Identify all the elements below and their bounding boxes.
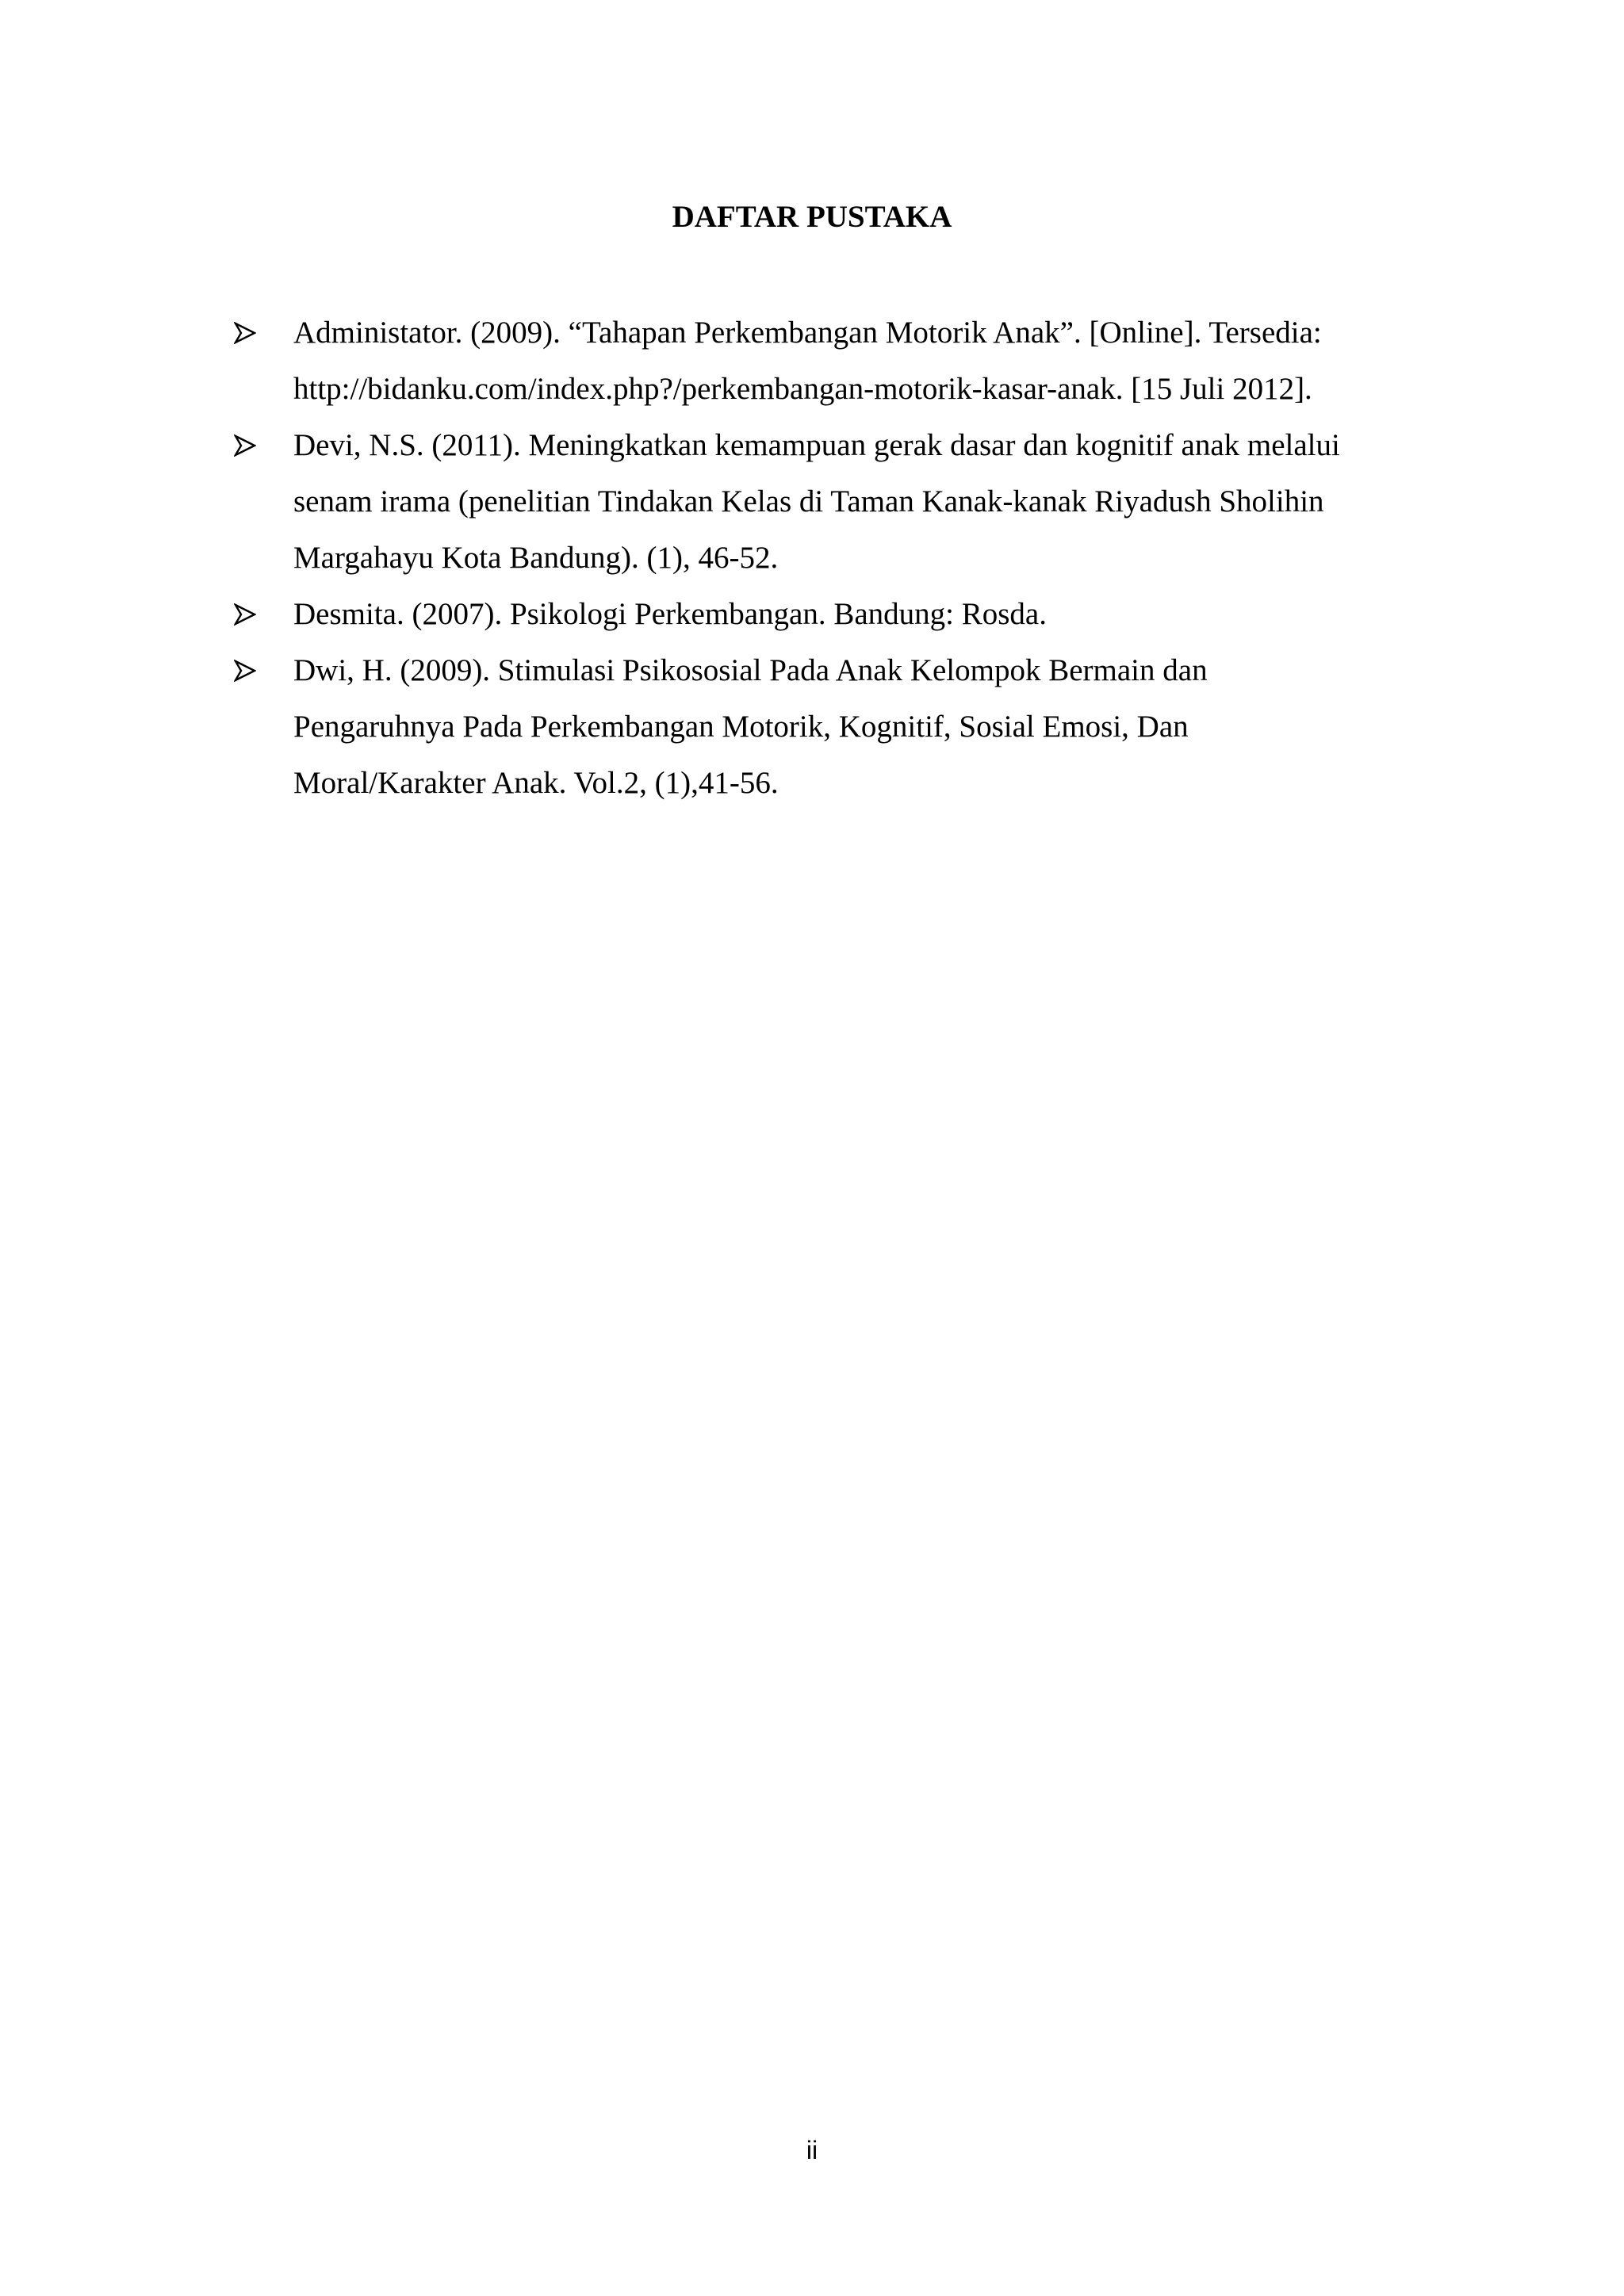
reference-line: Margahayu Kota Bandung). (1), 46-52. xyxy=(293,541,779,575)
reference-item xyxy=(234,642,1447,811)
reference-line: Pengaruhnya Pada Perkembangan Motorik, Kognitif, Sosial Emosi, Dan xyxy=(293,710,1189,744)
page-number: ii xyxy=(806,2136,818,2164)
reference-line: Devi, N.S. (2011). Meningkatkan kemampuan gerak dasar dan kognitif anak melalui xyxy=(293,428,1340,462)
reference-line: senam irama (penelitian Tindakan Kelas di Taman Kanak-kanak Riyadush Sholihin xyxy=(293,484,1324,519)
reference-line: Desmita. (2007). Psikologi Perkembangan. Bandung: Rosda. xyxy=(293,597,1047,631)
reference-item xyxy=(234,417,1447,586)
reference-line: http://bidanku.com/index.php?/perkembangan-motorik-kasar-anak. [15 Juli 2012]. xyxy=(293,372,1312,406)
arrowhead-bullet-icon xyxy=(234,434,256,457)
reference-list xyxy=(234,304,1447,811)
reference-line: Administator. (2009). “Tahapan Perkembangan Motorik Anak”. [Online]. Tersedia: xyxy=(293,316,1322,350)
reference-line: Moral/Karakter Anak. Vol.2, (1),41-56. xyxy=(293,766,779,800)
reference-item xyxy=(234,586,1447,642)
reference-item xyxy=(234,304,1447,417)
reference-line: Dwi, H. (2009). Stimulasi Psikososial Pada Anak Kelompok Bermain dan xyxy=(293,653,1208,687)
arrowhead-bullet-icon xyxy=(234,660,256,682)
page-title: DAFTAR PUSTAKA xyxy=(672,200,952,234)
arrowhead-bullet-icon xyxy=(234,322,256,344)
arrowhead-bullet-icon xyxy=(234,603,256,626)
